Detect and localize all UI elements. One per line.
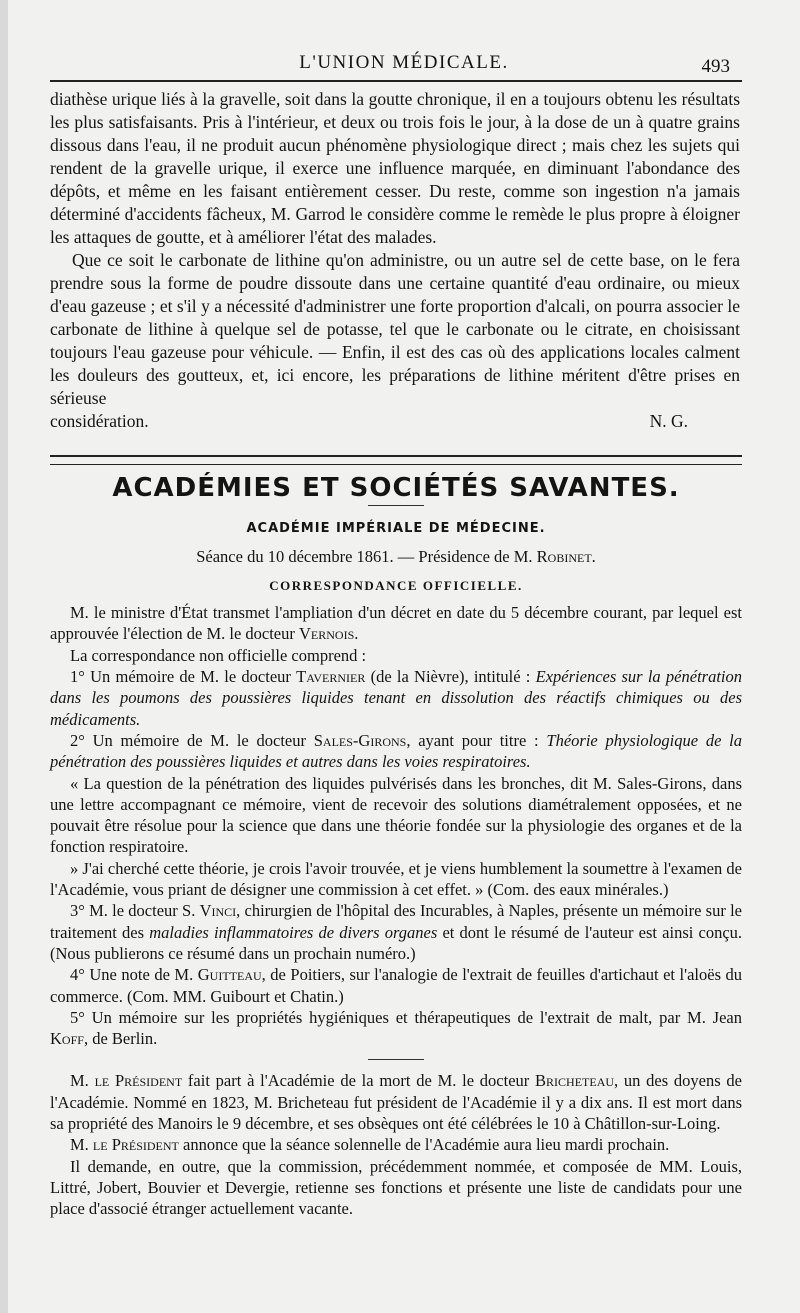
president-announcement-2 — [50, 1134, 742, 1155]
person-name: Tavernier — [296, 667, 366, 687]
text-run: M. — [70, 1135, 89, 1155]
academy-heading: ACADÉMIE IMPÉRIALE DE MÉDECINE. — [246, 521, 546, 537]
unofficial-correspondence-intro: La correspondance non officielle comprend : — [70, 645, 367, 665]
quote-paragraph-1: « La question de la pénétration des liquides pulvérisés dans les bronches, dit M. Sales-Girons, dans une lettre accompagnant ce mémoire, vient de recevoir des solutions diamétralement opposées, et ne pouvait être résolue pour la science que dans une théorie fondée sur la physiologie des organes et de la fonction respiratoire. — [50, 773, 742, 857]
text-run: , ayant pour titre : — [406, 730, 539, 750]
header-rule — [50, 80, 742, 82]
text-run: 2° Un mémoire de M. le docteur — [70, 730, 306, 750]
text-run: 1° Un mémoire de M. le docteur — [70, 667, 291, 687]
section-title: ACADÉMIES ET SOCIÉTÉS SAVANTES. — [112, 473, 680, 503]
correspondence-item-4 — [50, 964, 742, 1007]
page-number: 493 — [701, 56, 730, 77]
person-name: Vinci — [199, 901, 237, 921]
signature-line — [50, 410, 740, 433]
president-announcement-1 — [50, 1070, 742, 1134]
text-run: , un des doyens de l'Académie. Nommé en 1823, M. Bricheteau fut président de l'Académie il y a dix ans. Il est mort dans sa propriété des Manoirs le 9 décembre, et ses obsèques ont été célébrées le 10 à Châtillon-sur-Loing. — [50, 1071, 743, 1134]
work-title: maladies inflammatoires de divers organes — [149, 922, 438, 942]
intro-text — [50, 88, 740, 433]
page-header — [8, 50, 800, 80]
text-run: 5° Un mémoire sur les propriétés hygiéniques et thérapeutiques de l'extrait de malt, par M. Jean — [70, 1007, 742, 1027]
person-name: Koff — [50, 1029, 84, 1049]
intro-paragraph-2-end: considération. — [50, 411, 149, 431]
text-run: et dont le résumé de l'auteur est ainsi conçu. (Nous publierons ce résumé dans un prochain numéro.) — [50, 922, 743, 963]
work-title: Expériences sur la pénétration dans les poumons des poussières liquides tenant en dissolution des réactifs chimiques ou des médicaments. — [50, 667, 742, 729]
person-name: Sales-Girons — [313, 730, 407, 750]
text-run: M. le ministre d'État transmet l'ampliation d'un décret en date du 5 décembre courant, par lequel est approuvée l'élection de M. le docteur — [50, 603, 742, 644]
correspondence-item-5 — [50, 1007, 742, 1050]
text-run: (de la Nièvre), intitulé : — [370, 667, 531, 687]
president-title: le Président — [94, 1071, 183, 1091]
official-correspondence-paragraph — [50, 602, 742, 645]
text-run: , chirurgien de l'hôpital des Incurables, à Naples, présente un mémoire sur le traitement des — [50, 901, 742, 942]
person-name: Vernois — [299, 624, 355, 644]
president-title: le Président — [92, 1135, 179, 1155]
text-run: annonce que la séance solennelle de l'Académie aura lieu mardi prochain. — [183, 1135, 670, 1155]
correspondence-item-2 — [50, 730, 742, 773]
person-name: Guitteau — [197, 965, 262, 985]
text-run: . — [354, 624, 359, 644]
intro-paragraph-2: Que ce soit le carbonate de lithine qu'on administre, ou un autre sel de cette base, on le fera prendre sous la forme de poudre dissoute dans une certaine quantité d'eau ordinaire, ou mieux d'eau gazeuse ; et s'il y a nécessité d'administrer une forte proportion d'alcali, on pourra associer le carbonate de lithine à quelque sel de potasse, tel que le carbonate ou le citrate, en choisissant toujours l'eau gazeuse pour véhicule. — Enfin, il est des cas où des applications locales calment les douleurs des goutteux, et, ici encore, les préparations de lithine méritent d'être prises en sérieuse — [50, 250, 740, 408]
author-signature: N. G. — [649, 411, 688, 431]
text-run: , de Berlin. — [83, 1029, 158, 1049]
seance-line — [50, 546, 742, 567]
paragraph-separator — [368, 1059, 424, 1060]
person-name: Bricheteau — [535, 1071, 615, 1091]
text-run: 3° M. le docteur S. — [70, 901, 196, 921]
running-title: L'UNION MÉDICALE. — [299, 52, 509, 73]
text-run: , de Poitiers, sur l'analogie de l'extrait de feuilles d'artichaut et l'aloës du commerce. (Com. MM. Guibourt et Chatin.) — [50, 965, 743, 1006]
commission-paragraph: Il demande, en outre, que la commission, précédemment nommée, et composée de MM. Louis, Littré, Jobert, Bouvier et Devergie, retienne ses fonctions et présente une liste de candidats pour une place d'associé étranger actuellement vacante. — [50, 1156, 742, 1219]
section-double-rule — [50, 455, 742, 465]
correspondence-item-3 — [50, 900, 742, 964]
president-name: Robinet — [536, 546, 592, 566]
text-run: M. — [70, 1071, 89, 1091]
intro-paragraph-1: diathèse urique liés à la gravelle, soit dans la goutte chronique, il en a toujours obtenu les résultats les plus satisfaisants. Pris à l'intérieur, et deux ou trois fois le jour, à la dose de un à quatre grains dissous dans l'eau, il ne produit aucun phénomène physiologique direct ; mais chez les sujets qui rendent de la gravelle urique, il exerce une influence marquée, en diminuant l'abondance des dépôts, et même en les faisant entièrement cesser. Du reste, comme son ingestion n'a jamais déterminé d'accidents fâcheux, M. Garrod le considère comme le remède le plus propre à éloigner les attaques de goutte, et à améliorer l'état des malades. — [50, 89, 740, 247]
correspondence-heading: CORRESPONDANCE OFFICIELLE. — [269, 577, 523, 593]
quote-paragraph-2: » J'ai cherché cette théorie, je crois l'avoir trouvée, et je viens humblement la soumettre à l'examen de l'Académie, vous priant de désigner une commission à cet effet. » (Com. des eaux minérales.) — [50, 858, 742, 900]
seance-prefix: Séance du 10 décembre 1861. — Présidence de M. — [196, 546, 533, 566]
title-separator — [368, 505, 424, 506]
work-title: Théorie physiologique de la pénétration des poussières liquides et autres dans les voies respiratoires. — [50, 730, 743, 772]
academies-section — [50, 473, 743, 1220]
correspondence-item-1 — [50, 666, 742, 730]
journal-page — [8, 0, 800, 1313]
seance-suffix: . — [591, 546, 596, 566]
text-run: 4° Une note de M. — [70, 965, 194, 985]
text-run: fait part à l'Académie de la mort de M. le docteur — [187, 1071, 530, 1091]
